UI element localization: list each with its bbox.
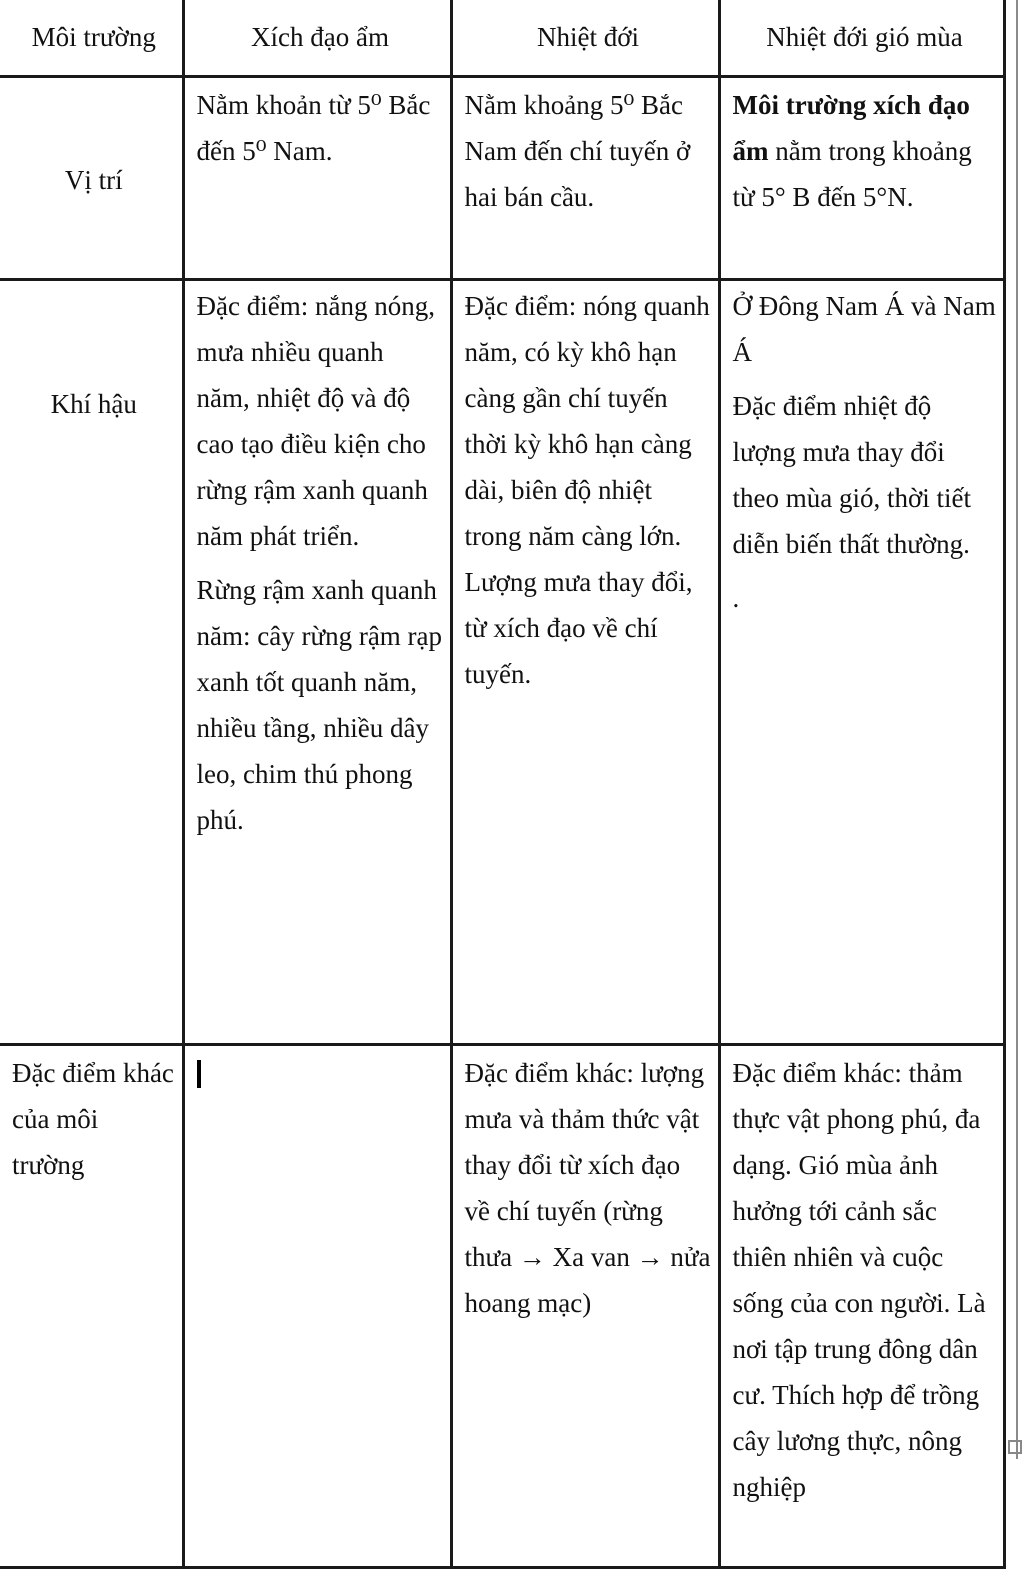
header-xich-dao-am: Xích đạo ẩm: [183, 0, 451, 77]
header-nhiet-doi-gio-mua: Nhiệt đới gió mùa: [719, 0, 1004, 77]
row-label-dac-diem-khac: Đặc điểm khác của môi trường: [0, 1045, 183, 1568]
cell-vitri-nhiet-doi[interactable]: Nằm khoảng 5⁰ Bắc Nam đến chí tuyến ở hai bán cầu.: [451, 77, 719, 280]
text-cursor: [197, 1060, 201, 1088]
header-moi-truong: Môi trường: [0, 0, 183, 77]
cell-khac-xich-dao[interactable]: [183, 1045, 451, 1568]
header-nhiet-doi: Nhiệt đới: [451, 0, 719, 77]
cell-khihau-xich-dao-p2: Rừng rậm xanh quanh năm: cây rừng rậm rạp xanh tốt quanh năm, nhiều tầng, nhiều dây leo, chim thú phong phú.: [196, 575, 443, 835]
cell-vitri-gio-mua-rest: nằm trong khoảng từ 5° B đến 5°N.: [732, 136, 972, 212]
cell-khihau-gio-mua-p3: .: [732, 583, 740, 613]
cell-khihau-nhiet-doi[interactable]: Đặc điểm: nóng quanh năm, có kỳ khô hạn càng gần chí tuyến thời kỳ khô hạn càng dài, biên độ nhiệt trong năm càng lớn. Lượng mưa thay đổi, từ xích đạo về chí tuyến.: [451, 280, 719, 1045]
cell-khihau-xich-dao[interactable]: [183, 280, 451, 1045]
table-row-khi-hau: [0, 280, 1004, 1045]
cell-khac-nhiet-doi[interactable]: Đặc điểm khác: lượng mưa và thảm thức vật thay đổi từ xích đạo về chí tuyến (rừng thưa → Xa van → nửa hoang mạc): [451, 1045, 719, 1568]
table-resize-handle[interactable]: [1008, 1440, 1022, 1454]
row-label-vi-tri: Vị trí: [0, 77, 183, 280]
cell-khihau-gio-mua-p1: Ở Đông Nam Á và Nam Á: [732, 291, 996, 367]
cell-vitri-xich-dao[interactable]: Nằm khoản từ 5⁰ Bắc đến 5⁰ Nam.: [183, 77, 451, 280]
table-row-vi-tri: [0, 77, 1004, 280]
cell-vitri-gio-mua-bold: Môi trường xích đạo ẩm: [732, 90, 970, 166]
table-row-dac-diem-khac: [0, 1045, 1004, 1568]
table-header-row: [0, 0, 1004, 77]
cell-khac-gio-mua[interactable]: Đặc điểm khác: thảm thực vật phong phú, đa dạng. Gió mùa ảnh hưởng tới cảnh sắc thiên nhiên và cuộc sống của con người. Là nơi tập trung đông dân cư. Thích hợp để trồng cây lương thực, nông nghiệp: [719, 1045, 1004, 1568]
page-right-edge-rule: [1016, 0, 1018, 1459]
cell-vitri-gio-mua[interactable]: [719, 77, 1004, 280]
cell-khihau-gio-mua[interactable]: [719, 280, 1004, 1045]
cell-khihau-gio-mua-p2: Đặc điểm nhiệt độ lượng mưa thay đổi theo mùa gió, thời tiết diễn biến thất thường.: [732, 391, 971, 559]
cell-khihau-xich-dao-p1: Đặc điểm: nắng nóng, mưa nhiều quanh năm, nhiệt độ và độ cao tạo điều kiện cho rừng rậm xanh quanh năm phát triển.: [196, 291, 435, 551]
row-label-khi-hau: Khí hậu: [0, 280, 183, 1045]
